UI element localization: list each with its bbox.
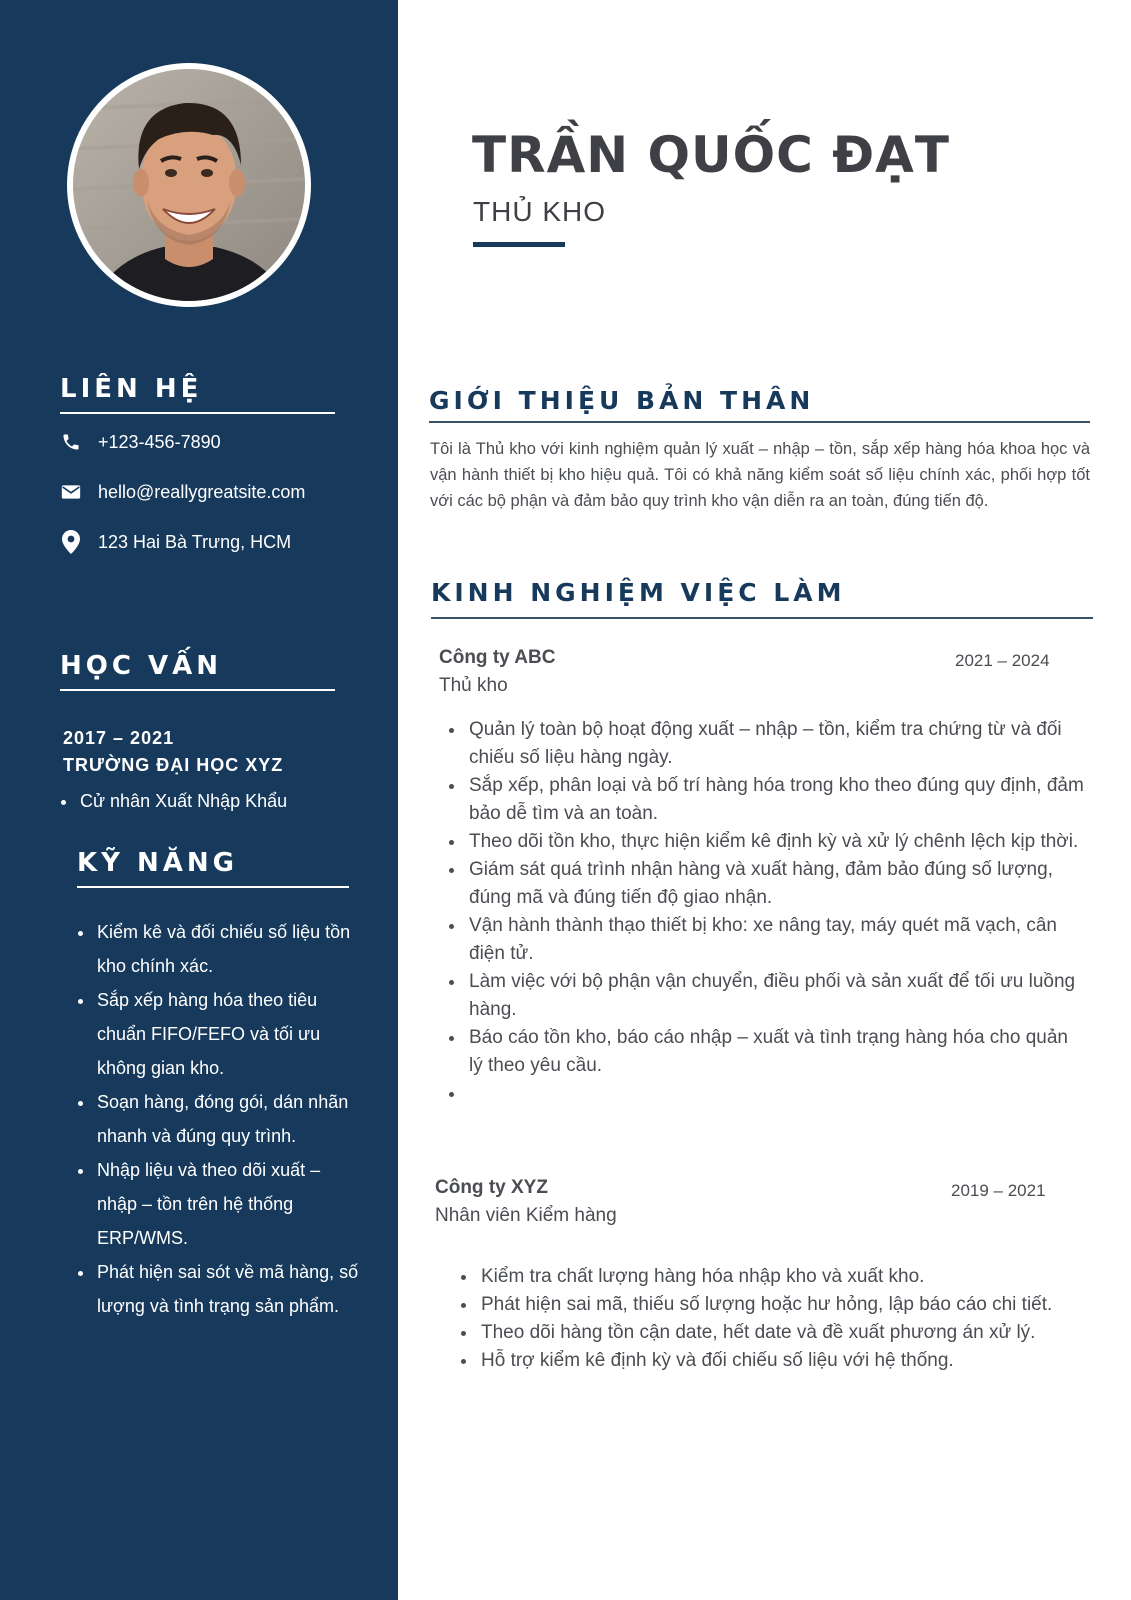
experience-heading: KINH NGHIỆM VIỆC LÀM xyxy=(431,578,846,607)
job-role: Thủ kho xyxy=(439,675,508,696)
list-item: • Quản lý toàn bộ hoạt động xuất – nhập – tồn, kiểm tra chứng từ và đối chiếu số liệu hàng ngày. xyxy=(466,716,1086,772)
contact-email xyxy=(60,479,305,505)
title-underline xyxy=(473,242,565,247)
education-school: TRƯỜNG ĐẠI HỌC XYZ xyxy=(63,755,284,775)
experience-divider xyxy=(431,617,1093,619)
phone-icon xyxy=(60,431,82,453)
list-item xyxy=(466,1080,1086,1108)
job-company: Công ty XYZ xyxy=(435,1177,548,1198)
list-item: • Theo dõi tồn kho, thực hiện kiểm kê định kỳ và xử lý chênh lệch kịp thời. xyxy=(466,828,1086,856)
list-item: • Soạn hàng, đóng gói, dán nhãn nhanh và đúng quy trình. xyxy=(95,1085,365,1153)
list-item: • Làm việc với bộ phận vận chuyển, điều phối và sản xuất để tối ưu luồng hàng. xyxy=(466,968,1086,1024)
job-title: THỦ KHO xyxy=(473,196,606,227)
profile-photo xyxy=(67,63,311,307)
list-item: • Phát hiện sai mã, thiếu số lượng hoặc hư hỏng, lập báo cáo chi tiết. xyxy=(478,1291,1105,1319)
contact-phone xyxy=(60,429,221,455)
about-divider xyxy=(429,421,1090,423)
job-duties-list xyxy=(441,716,1086,1108)
list-item: • Giám sát quá trình nhận hàng và xuất hàng, đảm bảo đúng số lượng, đúng mã và đúng tiến độ giao nhận. xyxy=(466,856,1086,912)
education-heading: HỌC VẤN xyxy=(60,651,222,681)
job-role: Nhân viên Kiểm hàng xyxy=(435,1205,617,1226)
phone-text[interactable]: +123-456-7890 xyxy=(98,431,221,452)
list-item: • Vận hành thành thạo thiết bị kho: xe nâng tay, máy quét mã vạch, cân điện tử. xyxy=(466,912,1086,968)
job-company: Công ty ABC xyxy=(439,647,556,668)
list-item: • Báo cáo tồn kho, báo cáo nhập – xuất và tình trạng hàng hóa cho quản lý theo yêu cầu. xyxy=(466,1024,1086,1080)
avatar xyxy=(73,69,305,301)
education-divider xyxy=(60,689,335,691)
skills-heading: KỸ NĂNG xyxy=(77,848,239,878)
list-item: • Kiểm kê và đối chiếu số liệu tồn kho chính xác. xyxy=(95,915,365,983)
list-item: • Sắp xếp, phân loại và bố trí hàng hóa trong kho theo đúng quy định, đảm bảo dễ tìm và an toàn. xyxy=(466,772,1086,828)
list-item: • Phát hiện sai sót về mã hàng, số lượng và tình trạng sản phẩm. xyxy=(95,1255,365,1323)
skills-divider xyxy=(77,886,349,888)
education-list xyxy=(56,788,378,814)
email-text[interactable]: hello@reallygreatsite.com xyxy=(98,481,306,502)
contact-address xyxy=(60,529,291,555)
list-item: • Hỗ trợ kiểm kê định kỳ và đối chiếu số liệu với hệ thống. xyxy=(478,1347,1105,1375)
list-item: • Nhập liệu và theo dõi xuất – nhập – tồn trên hệ thống ERP/WMS. xyxy=(95,1153,365,1255)
list-item: • Kiểm tra chất lượng hàng hóa nhập kho và xuất kho. xyxy=(478,1263,1105,1291)
contact-heading: LIÊN HỆ xyxy=(60,374,203,404)
job-duties-list xyxy=(453,1263,1105,1375)
list-item: • Sắp xếp hàng hóa theo tiêu chuẩn FIFO/FEFO và tối ưu không gian kho. xyxy=(95,983,365,1085)
contact-divider xyxy=(60,412,335,414)
list-item: • Cử nhân Xuất Nhập Khẩu xyxy=(78,788,378,814)
mail-icon xyxy=(60,481,82,503)
list-item: • Theo dõi hàng tồn cận date, hết date và đề xuất phương án xử lý. xyxy=(478,1319,1105,1347)
about-heading: GIỚI THIỆU BẢN THÂN xyxy=(429,386,815,415)
skills-list xyxy=(73,915,365,1323)
job-period: 2021 – 2024 xyxy=(955,651,1050,670)
about-text: Tôi là Thủ kho với kinh nghiệm quản lý xuất – nhập – tồn, sắp xếp hàng hóa khoa học và vận hành thiết bị kho hiệu quả. Tôi có khả năng kiểm soát số liệu chính xác, phối hợp tốt với các bộ phận và đảm bảo quy trình kho vận diễn ra an toàn, đúng tiến độ. xyxy=(430,440,1090,510)
job-period: 2019 – 2021 xyxy=(951,1181,1046,1200)
sidebar xyxy=(0,0,398,1600)
person-name: TRẦN QUỐC ĐẠT xyxy=(472,126,950,184)
address-text: 123 Hai Bà Trưng, HCM xyxy=(98,531,292,552)
location-icon xyxy=(60,531,82,553)
education-years: 2017 – 2021 xyxy=(63,728,175,748)
